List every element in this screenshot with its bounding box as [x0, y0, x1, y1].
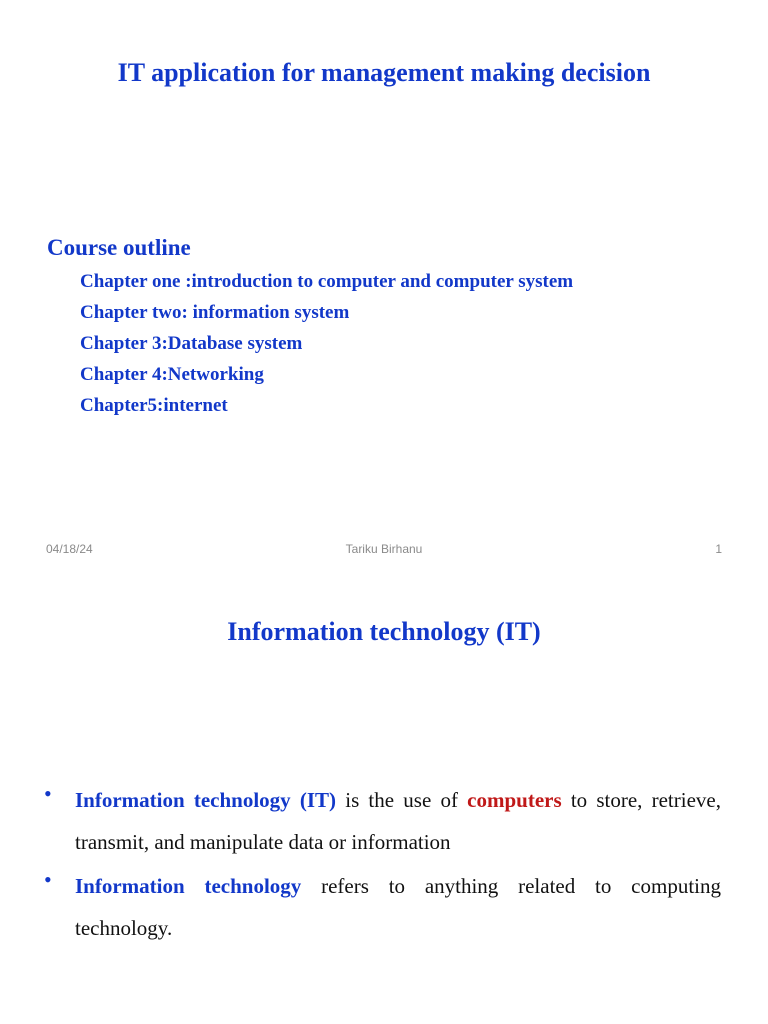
bullet-item	[0, 779, 721, 863]
bullet-text-part: is the use of	[336, 788, 468, 812]
bullet-text-part: refers to anything related to computing technology.	[75, 874, 721, 940]
term-information-technology-it: Information technology (IT)	[75, 788, 337, 812]
slide-2-title: Information technology (IT)	[227, 617, 541, 646]
footer-page-number: 1	[715, 542, 722, 556]
bullet-text-part: to store, retrieve, transmit, and manipulate data or information	[75, 788, 721, 854]
course-outline-heading: Course outline	[47, 235, 191, 260]
footer-date: 04/18/24	[46, 542, 93, 556]
bullet-text	[75, 865, 721, 949]
term-information-technology: Information technology	[75, 874, 302, 898]
bullet-list	[0, 779, 768, 951]
chapter-item: Chapter5:internet	[80, 395, 228, 416]
chapter-item: Chapter two: information system	[80, 302, 350, 323]
chapter-item: Chapter 3:Database system	[80, 333, 303, 354]
bullet-icon: •	[44, 867, 52, 892]
chapter-list	[80, 269, 573, 424]
bullet-item	[0, 865, 721, 949]
term-computers: computers	[467, 788, 562, 812]
slide-2	[0, 576, 768, 1024]
bullet-text	[75, 779, 721, 863]
slide-1-title: IT application for management making decision	[117, 58, 651, 87]
chapter-item: Chapter 4:Networking	[80, 364, 264, 385]
footer-author: Tariku Birhanu	[345, 542, 423, 556]
bullet-icon: •	[44, 781, 52, 806]
chapter-item: Chapter one :introduction to computer and computer system	[80, 271, 574, 292]
